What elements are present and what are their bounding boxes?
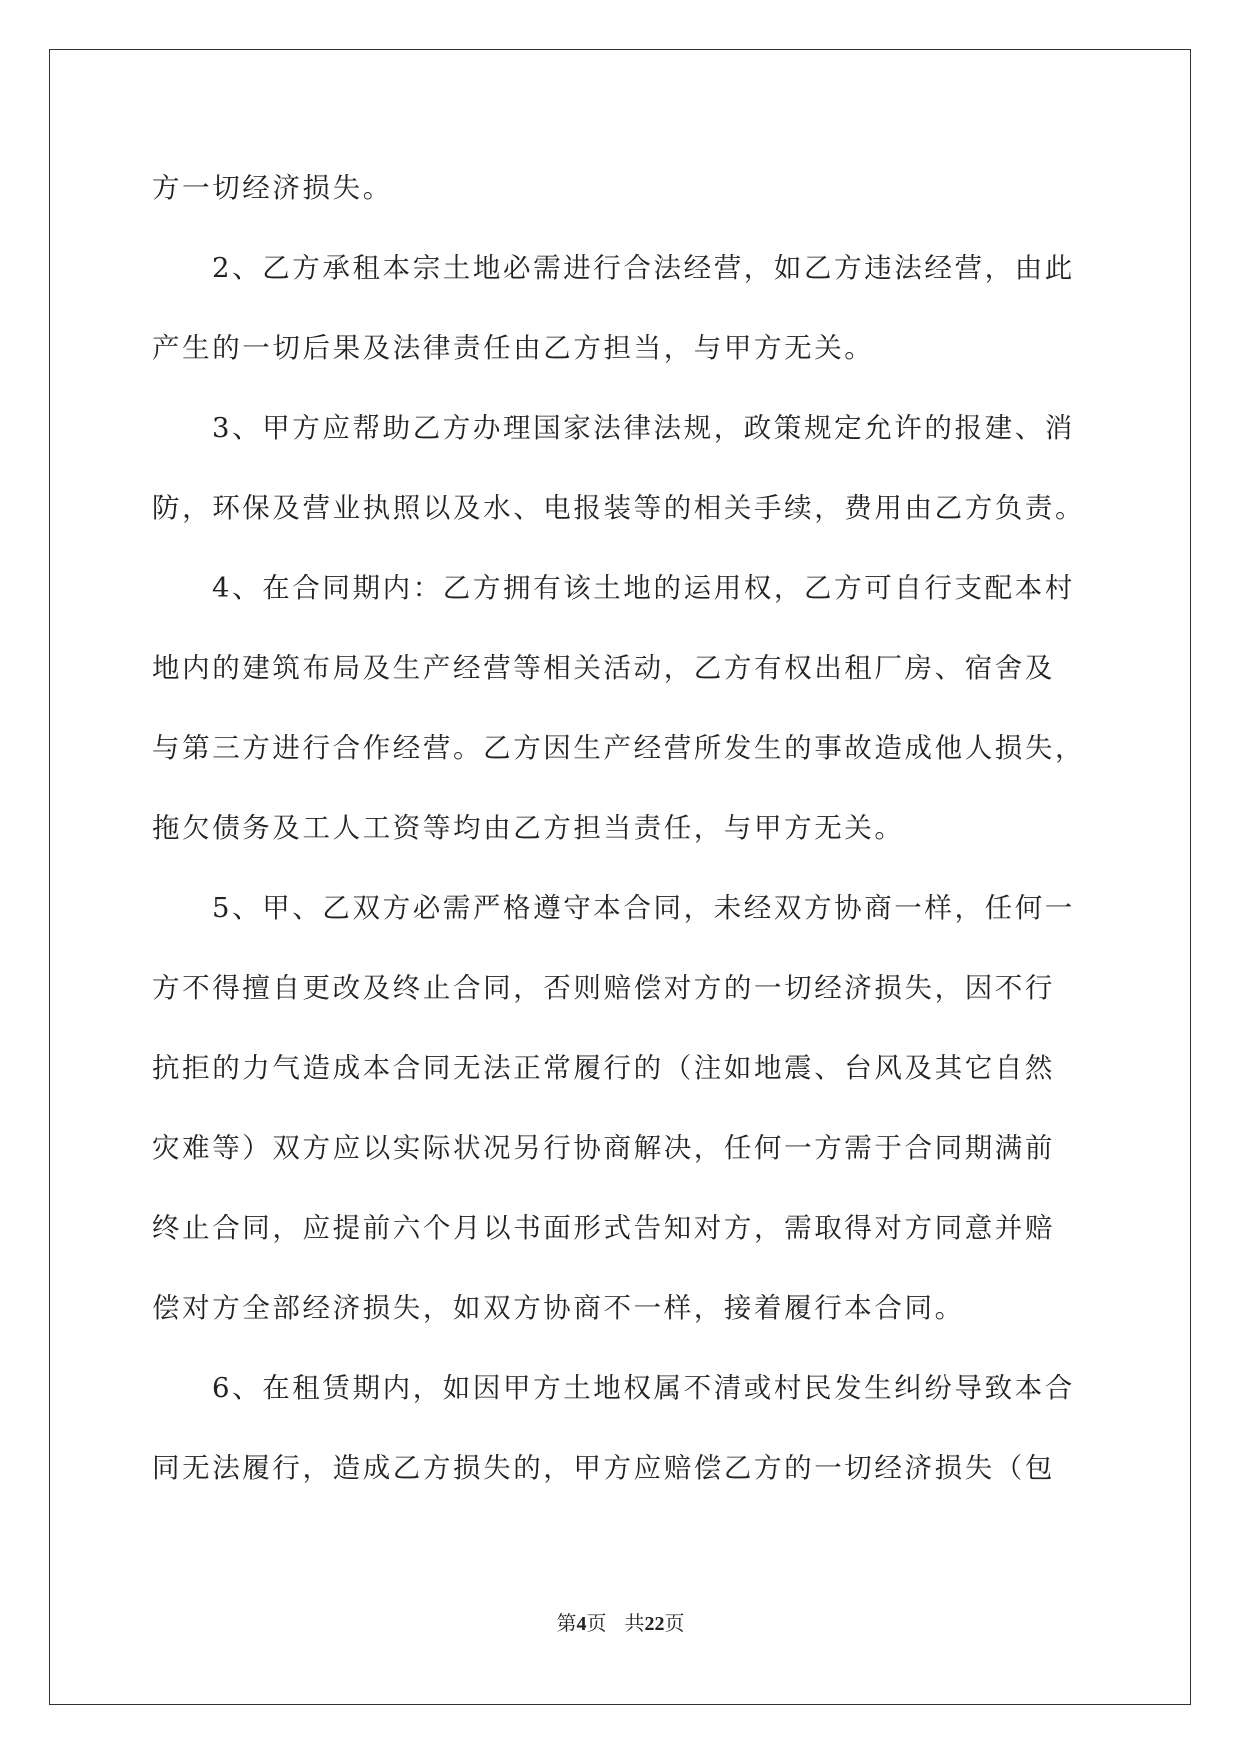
text-line: 2、乙方承租本宗土地必需进行合法经营，如乙方违法经营，由此 [212,252,1075,284]
text-line: 抗拒的力气造成本合同无法正常履行的（注如地震、台风及其它自然 [152,1052,1055,1084]
page-prefix: 第 [556,1613,577,1635]
text-line: 与第三方进行合作经营。乙方因生产经营所发生的事故造成他人损失， [152,732,1086,764]
text-line: 5、甲、乙双方必需严格遵守本合同，未经双方协商一样，任何一 [212,892,1075,924]
text-line: 4、在合同期内：乙方拥有该土地的运用权，乙方可自行支配本村 [212,572,1075,604]
text-line: 防，环保及营业执照以及水、电报装等的相关手续，费用由乙方负责。 [152,492,1086,524]
text-line: 3、甲方应帮助乙方办理国家法律法规，政策规定允许的报建、消 [212,412,1075,444]
text-line: 灾难等）双方应以实际状况另行协商解决，任何一方需于合同期满前 [152,1132,1055,1164]
text-line: 方一切经济损失。 [152,172,393,204]
total-suffix: 页 [664,1613,685,1635]
total-prefix: 共 [624,1613,645,1635]
text-line: 拖欠债务及工人工资等均由乙方担当责任，与甲方无关。 [152,812,905,844]
text-line: 地内的建筑布局及生产经营等相关活动，乙方有权出租厂房、宿舍及 [152,652,1055,684]
page-suffix: 页 [586,1613,607,1635]
text-line: 产生的一切后果及法律责任由乙方担当，与甲方无关。 [152,332,875,364]
page-footer [0,1607,1241,1636]
text-line: 同无法履行，造成乙方损失的，甲方应赔偿乙方的一切经济损失（包 [152,1452,1055,1484]
text-line: 方不得擅自更改及终止合同，否则赔偿对方的一切经济损失，因不行 [152,972,1055,1004]
text-line: 偿对方全部经济损失，如双方协商不一样，接着履行本合同。 [152,1292,965,1324]
total-pages: 22 [644,1613,665,1635]
page-number: 4 [576,1613,587,1635]
text-line: 终止合同，应提前六个月以书面形式告知对方，需取得对方同意并赔 [152,1212,1055,1244]
text-line: 6、在租赁期内，如因甲方土地权属不清或村民发生纠纷导致本合 [212,1372,1075,1404]
